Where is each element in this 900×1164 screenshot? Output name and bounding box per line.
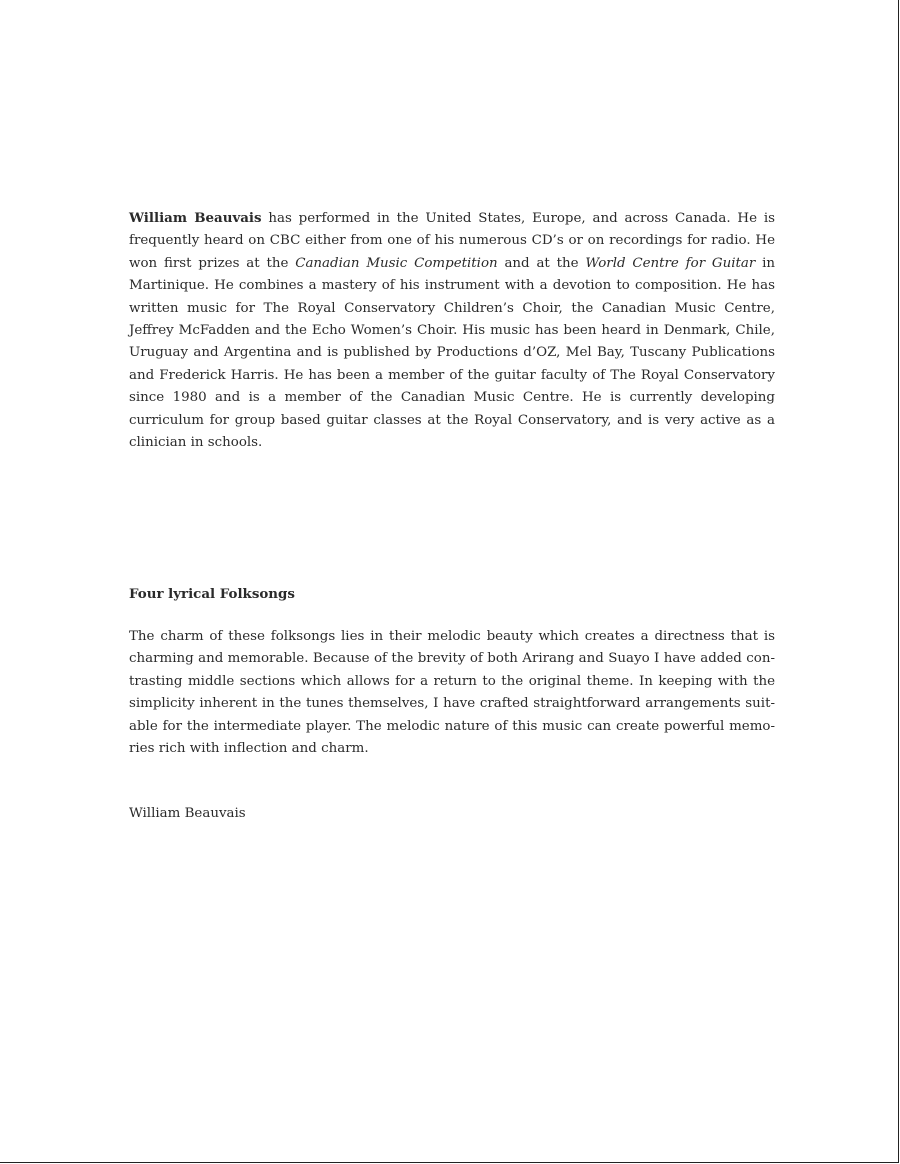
- bio-text-part-3: in Martinique. He combines a mastery of his instrument with a devotion to composition. He has written music for The Royal Conservatory Children’s Choir, the Canadian Music Centre, Jeffrey McFadden and the Echo Women’s Choir. His music has been heard in Denmark, Chile, Uruguay and Argentina and is published by Productions d’OZ, Mel Bay, Tuscany Publications and Frederick Harris. He has been a member of the guitar faculty of The Royal Conservatory since 1980 and is a member of the Canadian Music Centre. He is currently developing curriculum for group based guitar classes at the Royal Conservatory, and is very active as a clinician in schools.: [129, 255, 776, 451]
- bio-text-part-2: and at the: [497, 255, 586, 271]
- biography-paragraph: [129, 207, 775, 454]
- program-notes-paragraph: The charm of these folksongs lies in their melodic beauty which creates a directness that is charming and memorable. Because of the brevity of both Arirang and Suayo I have added contrasting middle sections which allows for a return to the original theme. In keeping with the simplicity inherent in the tunes themselves, I have crafted straightforward arrangements suitable for the intermediate player. The melodic nature of this music can create powerful memories rich with inflection and charm.: [129, 629, 775, 757]
- bio-text-part-1: has performed in the United States, Europe, and across Canada. He is frequently heard on CBC either from one of his numerous CD’s or on recordings for radio. He won first prizes at the: [129, 211, 775, 271]
- author-signature: William Beauvais: [129, 806, 246, 821]
- composer-name: William Beauvais: [129, 210, 262, 226]
- section-heading: Four lyrical Folksongs: [129, 586, 295, 602]
- competition-name-2: World Centre for Guitar: [585, 255, 756, 271]
- competition-name-1: Canadian Music Competition: [295, 255, 498, 271]
